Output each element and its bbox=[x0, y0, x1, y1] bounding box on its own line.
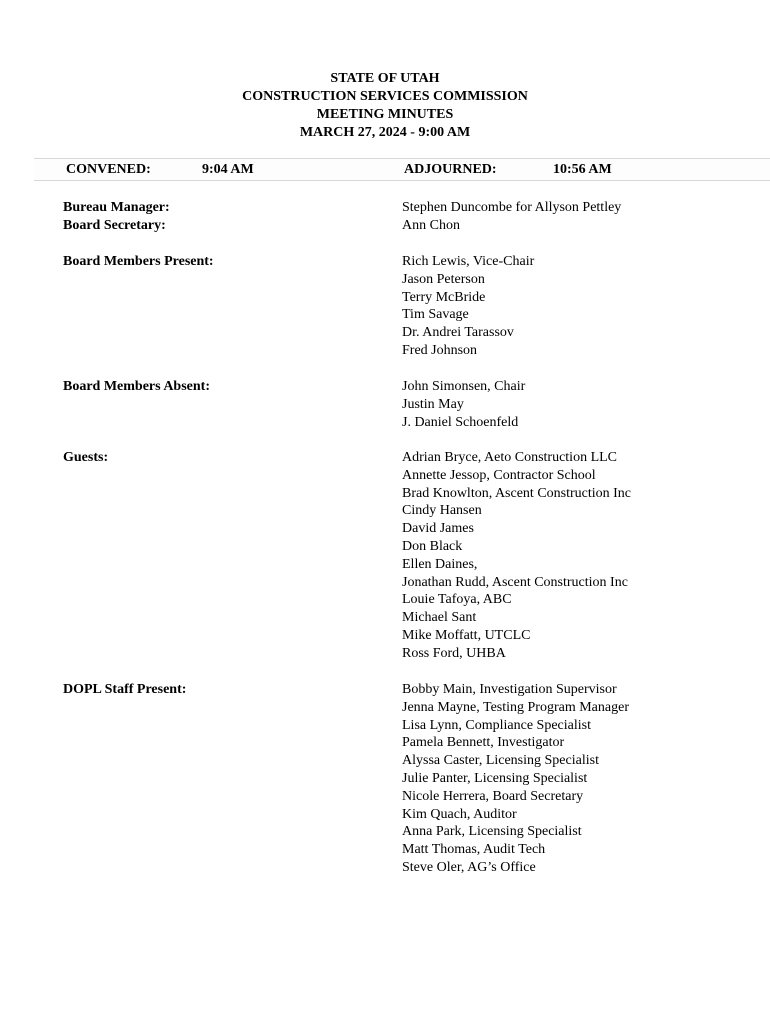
header-state: STATE OF UTAH bbox=[330, 71, 440, 86]
list-item: Brad Knowlton, Ascent Construction Inc bbox=[402, 485, 632, 501]
list-item: Annette Jessop, Contractor School bbox=[402, 467, 596, 483]
list-item: Jenna Mayne, Testing Program Manager bbox=[402, 699, 629, 715]
header-commission: CONSTRUCTION SERVICES COMMISSION bbox=[242, 89, 528, 104]
list-item: Jason Peterson bbox=[402, 271, 485, 287]
list-item: Cindy Hansen bbox=[402, 503, 482, 519]
list-item: Kim Quach, Auditor bbox=[402, 806, 517, 822]
header-doc-type: MEETING MINUTES bbox=[316, 107, 454, 122]
bureau-manager-name: Stephen Duncombe for Allyson Pettley bbox=[402, 200, 622, 215]
list-item: David James bbox=[402, 521, 474, 537]
list-item: Justin May bbox=[402, 396, 464, 412]
session-times-bar bbox=[34, 158, 770, 181]
list-item: John Simonsen, Chair bbox=[402, 379, 526, 394]
staff-label: DOPL Staff Present: bbox=[63, 682, 187, 697]
list-item: Adrian Bryce, Aeto Construction LLC bbox=[402, 450, 618, 465]
adjourned-label: ADJOURNED: bbox=[404, 162, 497, 177]
list-item: Pamela Bennett, Investigator bbox=[402, 735, 565, 751]
guests-label: Guests: bbox=[63, 450, 109, 465]
list-item: Anna Park, Licensing Specialist bbox=[402, 824, 582, 840]
list-item: Terry McBride bbox=[402, 289, 486, 305]
list-item: Lisa Lynn, Compliance Specialist bbox=[402, 717, 591, 733]
list-item: Louie Tafoya, ABC bbox=[402, 592, 512, 608]
list-item: Nicole Herrera, Board Secretary bbox=[402, 788, 584, 804]
list-item: Matt Thomas, Audit Tech bbox=[402, 842, 546, 858]
list-item: Steve Oler, AG’s Office bbox=[402, 859, 536, 875]
list-item: J. Daniel Schoenfeld bbox=[402, 414, 519, 430]
board-secretary-label: Board Secretary: bbox=[63, 218, 166, 233]
header-date: MARCH 27, 2024 - 9:00 AM bbox=[299, 125, 471, 140]
members-present-label: Board Members Present: bbox=[63, 254, 214, 269]
list-item: Rich Lewis, Vice-Chair bbox=[402, 254, 535, 269]
list-item: Jonathan Rudd, Ascent Construction Inc bbox=[402, 574, 628, 590]
list-item: Don Black bbox=[402, 538, 463, 554]
bureau-manager-label: Bureau Manager: bbox=[63, 200, 170, 215]
members-absent-label: Board Members Absent: bbox=[63, 379, 210, 394]
list-item: Michael Sant bbox=[402, 610, 477, 626]
list-item: Julie Panter, Licensing Specialist bbox=[402, 770, 588, 786]
convened-time: 9:04 AM bbox=[202, 162, 254, 177]
list-item: Bobby Main, Investigation Supervisor bbox=[402, 682, 617, 697]
board-secretary-name: Ann Chon bbox=[402, 217, 460, 233]
convened-label: CONVENED: bbox=[66, 162, 151, 177]
list-item: Ross Ford, UHBA bbox=[402, 645, 506, 661]
list-item: Dr. Andrei Tarassov bbox=[402, 325, 514, 341]
list-item: Fred Johnson bbox=[402, 342, 478, 358]
list-item: Alyssa Caster, Licensing Specialist bbox=[402, 753, 599, 769]
document-header bbox=[0, 70, 770, 142]
list-item: Tim Savage bbox=[402, 307, 469, 323]
list-item: Ellen Daines, bbox=[402, 556, 478, 572]
adjourned-time: 10:56 AM bbox=[553, 162, 612, 177]
list-item: Mike Moffatt, UTCLC bbox=[402, 627, 531, 643]
